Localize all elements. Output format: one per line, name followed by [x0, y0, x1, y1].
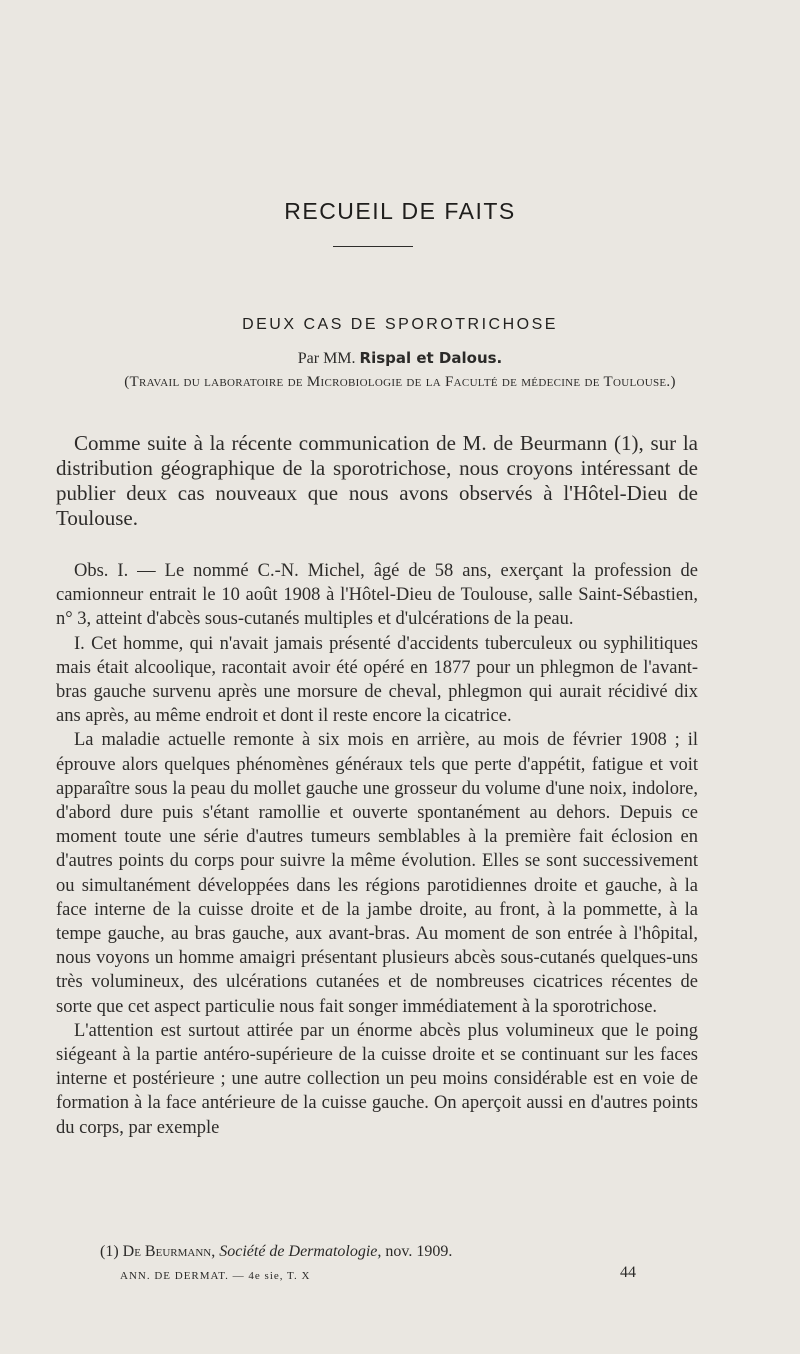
title-divider	[333, 246, 413, 247]
intro-text: Comme suite à la récente communication de M. de Beurmann (1), sur la distribution géographique de la sporotrichose, nous croyons intéressant de publier deux cas nouveaux que nous avons observés à l'Hôtel-Dieu de Toulouse.	[56, 431, 698, 530]
authors-prefix: Par MM.	[297, 350, 356, 367]
running-footer: ANN. DE DERMAT. — 4e sie, T. X	[120, 1270, 311, 1282]
authors-line	[0, 349, 800, 368]
affiliation: (Travail du laboratoire de Microbiologie de la Faculté de médecine de Toulouse.)	[124, 374, 676, 390]
authors-names: Rispal et Dalous.	[359, 349, 503, 367]
article-title: DEUX CAS DE SPOROTRICHOSE	[242, 316, 558, 333]
footnote-author: De Beurmann,	[122, 1243, 216, 1260]
footnote-date: nov. 1909.	[385, 1243, 453, 1260]
footnote-number: (1)	[100, 1243, 119, 1260]
footnote	[100, 1243, 452, 1261]
intro-paragraph	[56, 431, 698, 531]
section-title: RECUEIL DE FAITS	[284, 198, 516, 224]
paragraph-obs-1: Obs. I. — Le nommé C.-N. Michel, âgé de 58 ans, exerçant la profession de camionneur entrait le 10 août 1908 à l'Hôtel-Dieu de Toulouse, salle Saint-Sébastien, n° 3, atteint d'abcès sous-cutanés multiples et d'ulcérations de la peau.	[56, 561, 698, 630]
page-number: 44	[620, 1264, 636, 1281]
paragraph-history: I. Cet homme, qui n'avait jamais présenté d'accidents tuberculeux ou syphilitiques mais était alcoolique, racontait avoir été opéré en 1877 pour un phlegmon de l'avant-bras gauche survenu après une morsure de cheval, phlegmon qui aurait récidivé dix ans après, au même endroit et dont il reste encore la cicatrice.	[56, 633, 698, 727]
paragraph-attention: L'attention est surtout attirée par un énorme abcès plus volumineux que le poing siégeant à la partie antéro-supérieure de la cuisse droite et se continuant sur les faces interne et postérieure ; une autre collection un peu moins considérable est en voie de formation à la face antérieure de la cuisse gauche. On aperçoit aussi en d'autres points du corps, par exemple	[56, 1020, 698, 1138]
observation-text	[56, 559, 698, 1140]
paragraph-disease: La maladie actuelle remonte à six mois en arrière, au mois de février 1908 ; il éprouve alors quelques phénomènes généraux tels que perte d'appétit, fatigue et voit apparaître sous la peau du mollet gauche une grosseur du volume d'une noix, indolore, d'abord dure puis s'étant ramollie et ouverte spontanément au dehors. Depuis ce moment toute une série d'autres tumeurs semblables à la première fait éclosion en d'autres points du corps pour suivre la même évolution. Elles se sont successivement ou simultanément développées dans les régions parotidiennes droite et gauche, à la face interne de la cuisse droite et de la jambe droite, au front, à la pommette, à la tempe gauche, au bras gauche, aux avant-bras. Au moment de son entrée à l'hôpital, nous voyons un homme amaigri présentant plusieurs abcès sous-cutanés quelques-uns très volumineux, des ulcérations cutanées et de nombreuses cicatrices récentes de sorte que cet aspect particulie nous fait songer immédiatement à la sporotrichose.	[56, 730, 698, 1017]
footnote-journal: Société de Dermatologie,	[219, 1243, 382, 1260]
